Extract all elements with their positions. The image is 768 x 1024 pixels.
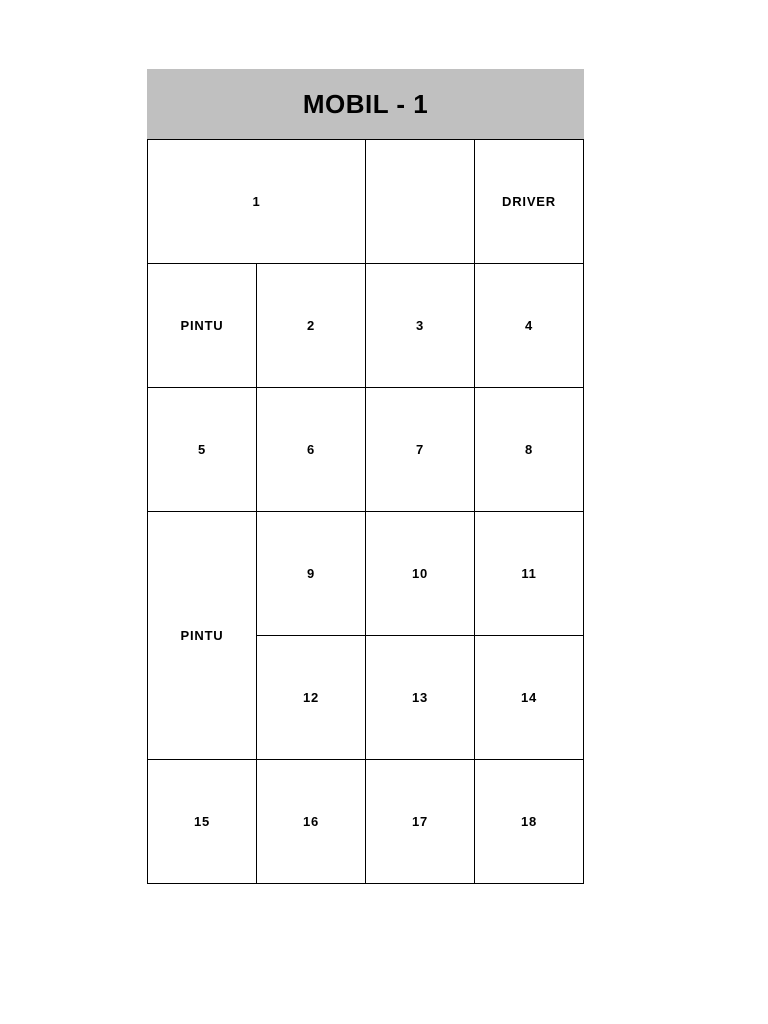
- seat-cell-10: 10: [366, 512, 475, 636]
- door-cell: PINTU: [148, 264, 257, 388]
- door-cell: PINTU: [148, 512, 257, 760]
- seat-cell-13: 13: [366, 636, 475, 760]
- seat-cell-12: 12: [257, 636, 366, 760]
- empty-cell: [366, 140, 475, 264]
- seat-cell-11: 11: [475, 512, 584, 636]
- seat-cell-16: 16: [257, 760, 366, 884]
- seat-cell-17: 17: [366, 760, 475, 884]
- seat-cell-4: 4: [475, 264, 584, 388]
- seat-layout-table: [147, 139, 584, 884]
- seat-cell-15: 15: [148, 760, 257, 884]
- seat-cell-5: 5: [148, 388, 257, 512]
- table-row: [148, 140, 584, 264]
- seat-cell-1: 1: [148, 140, 366, 264]
- seat-cell-8: 8: [475, 388, 584, 512]
- seat-cell-9: 9: [257, 512, 366, 636]
- seat-cell-3: 3: [366, 264, 475, 388]
- title-bar: [147, 69, 584, 139]
- seat-cell-2: 2: [257, 264, 366, 388]
- seat-cell-14: 14: [475, 636, 584, 760]
- table-row: [148, 264, 584, 388]
- seat-cell-7: 7: [366, 388, 475, 512]
- page-title: MOBIL - 1: [302, 88, 429, 119]
- table-row: [148, 512, 584, 636]
- driver-cell: DRIVER: [475, 140, 584, 264]
- seat-cell-18: 18: [475, 760, 584, 884]
- seat-cell-6: 6: [257, 388, 366, 512]
- table-row: [148, 388, 584, 512]
- table-row: [148, 760, 584, 884]
